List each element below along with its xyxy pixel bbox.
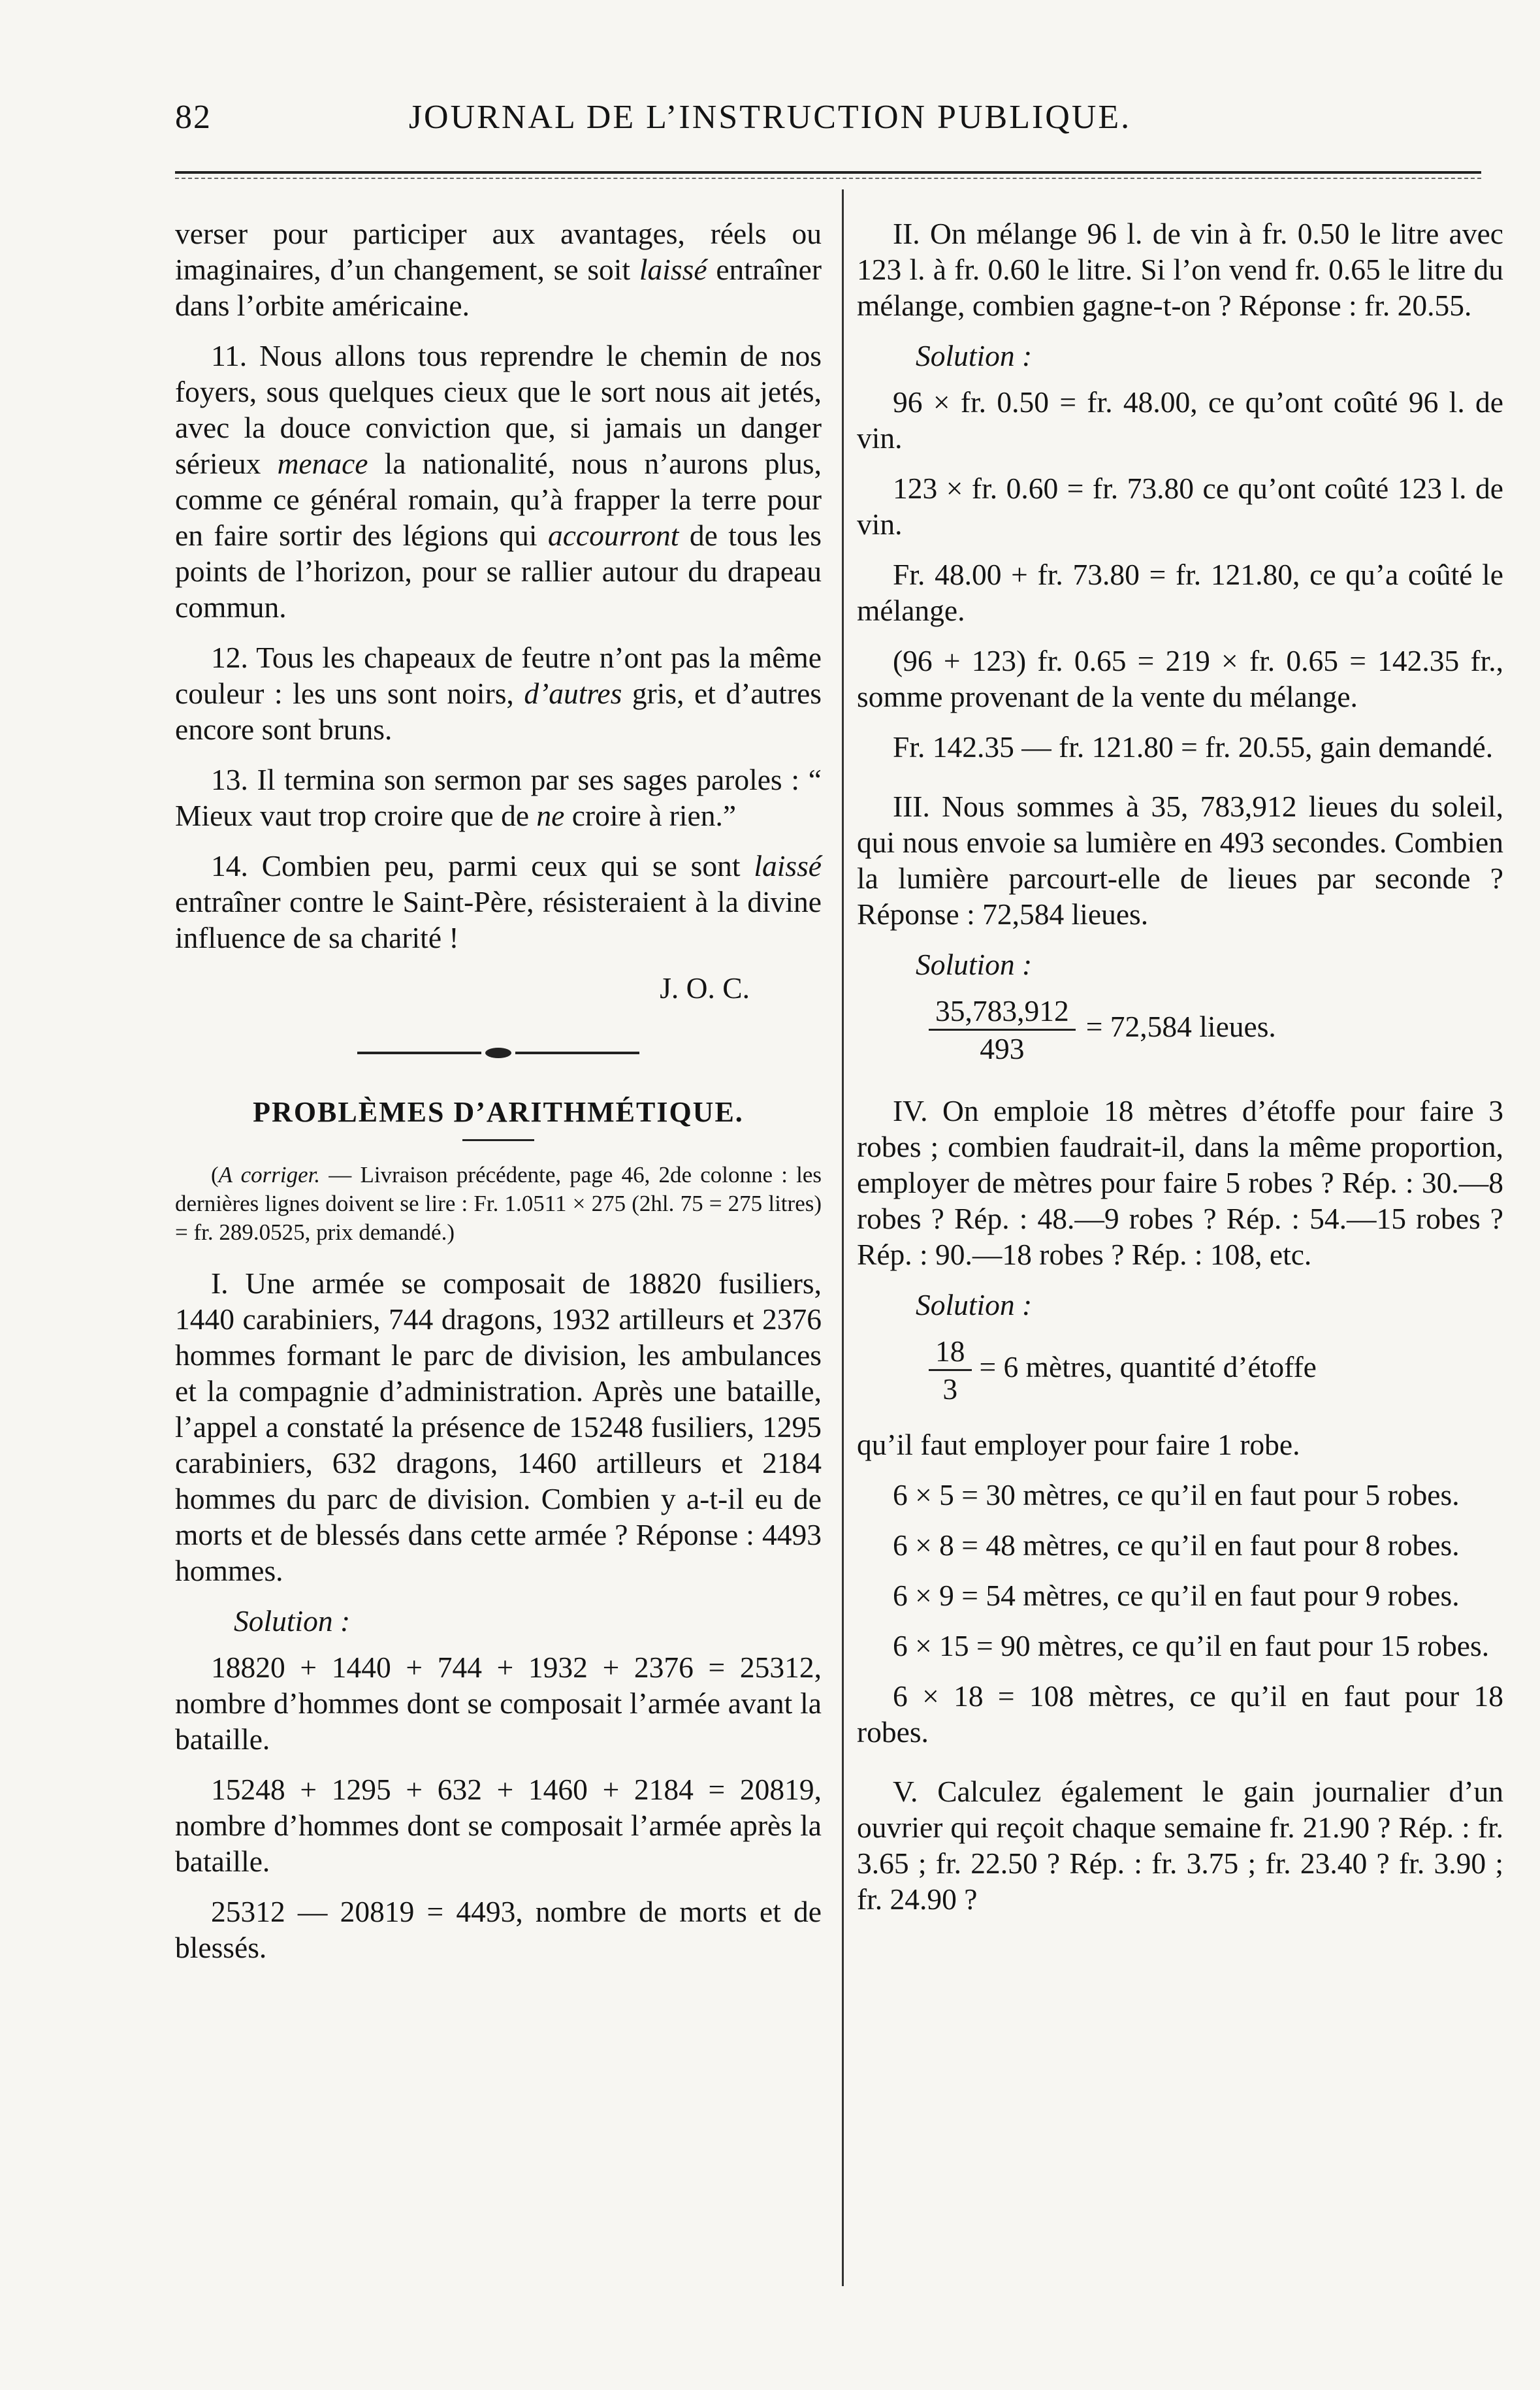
sentence-14: 14. Combien peu, parmi ceux qui se sont laissé entraîner contre le Saint-Père, résisteraient à la divine influence de sa charité ! <box>175 849 822 954</box>
section-rule <box>462 1139 534 1141</box>
fraction: $\frac{35,783,912}{493}$ <box>929 993 1076 1067</box>
problem-4: IV. On emploie 18 mètres d’étoffe pour faire 3 robes ; combien faudrait-il, dans la même proportion, employer de mètres pour faire 5 robes ? Rép. : 30.—8 robes ? Rép. : 48.—9 robes ? Rép. : 54.—15 robes ? Rép. : 90.—18 robes ? Rép. : 108, etc. <box>857 1094 1503 1271</box>
solution-label: Solution : <box>234 1604 351 1638</box>
right-column <box>857 216 1503 1931</box>
correction-note: (A corriger. — Livraison précédente, page 46, 2de colonne : les dernières lignes doivent se lire : Fr. 1.0511 × 275 (2hl. 75 = 275 litres) = fr. 289.0525, prix demandé.) <box>175 1162 822 1245</box>
header-rule <box>175 171 1481 174</box>
solution-2-step-2: 123 × fr. 0.60 = fr. 73.80 ce qu’ont coûté 123 l. de vin. <box>857 472 1503 541</box>
signature: J. O. C. <box>660 971 750 1005</box>
solution-label: Solution : <box>916 339 1033 372</box>
sentence-12: 12. Tous les chapeaux de feutre n’ont pas la même couleur : les uns sont noirs, d’autres gris, et d’autres encore sont bruns. <box>175 641 822 746</box>
running-header <box>0 98 1540 150</box>
solution-4-equation: $\frac{18}{3}$ = 6 mètres, quantité d’étoffe <box>857 1333 1503 1407</box>
solution-4-step-2: 6 × 8 = 48 mètres, ce qu’il en faut pour 8 robes. <box>893 1528 1460 1562</box>
solution-1-step-2: 15248 + 1295 + 632 + 1460 + 2184 = 20819, nombre d’hommes dont se composait l’armée après la bataille. <box>175 1773 822 1878</box>
solution-label: Solution : <box>916 1288 1033 1321</box>
left-column <box>175 216 822 1980</box>
ornament-divider <box>175 1032 822 1068</box>
problem-2: II. On mélange 96 l. de vin à fr. 0.50 le litre avec 123 l. à fr. 0.60 le litre. Si l’on vend fr. 0.65 le litre du mélange, combien gagne-t-on ? Réponse : fr. 20.55. <box>857 217 1503 322</box>
solution-4-step-1: 6 × 5 = 30 mètres, ce qu’il en faut pour 5 robes. <box>893 1478 1460 1511</box>
sentence-11: 11. Nous allons tous reprendre le chemin de nos foyers, sous quelques cieux que le sort nous ait jetés, avec la douce conviction que, si jamais un danger sérieux menace la nationalité, nous n’aurons plus, comme ce général romain, qu’à frapper la terre pour en faire sortir des légions qui accourront de tous les points de l’horizon, pour se rallier autour du drapeau commun. <box>175 339 822 624</box>
solution-2-step-1: 96 × fr. 0.50 = fr. 48.00, ce qu’ont coûté 96 l. de vin. <box>857 385 1503 455</box>
solution-4-step-4: 6 × 15 = 90 mètres, ce qu’il en faut pour 15 robes. <box>893 1629 1490 1662</box>
solution-2-step-3: Fr. 48.00 + fr. 73.80 = fr. 121.80, ce qu’a coûté le mélange. <box>857 558 1503 627</box>
column-divider <box>842 189 844 2286</box>
solution-2-step-5: Fr. 142.35 — fr. 121.80 = fr. 20.55, gain demandé. <box>893 730 1494 764</box>
paragraph-continued: verser pour participer aux avantages, réels ou imaginaires, d’un changement, se soit laissé entraîner dans l’orbite américaine. <box>175 217 822 322</box>
solution-4-step-3: 6 × 9 = 54 mètres, ce qu’il en faut pour 9 robes. <box>893 1579 1460 1612</box>
solution-label: Solution : <box>916 948 1033 981</box>
sentence-13: 13. Il termina son sermon par ses sages paroles : “ Mieux vaut trop croire que de ne croire à rien.” <box>175 763 822 832</box>
page-number: 82 <box>175 99 212 136</box>
fraction: $\frac{18}{3}$ <box>929 1333 972 1407</box>
solution-2-step-4: (96 + 123) fr. 0.65 = 219 × fr. 0.65 = 142.35 fr., somme provenant de la vente du mélange. <box>857 644 1503 713</box>
section-title: PROBLÈMES D’ARITHMÉTIQUE. <box>253 1096 744 1128</box>
solution-4-step-5: 6 × 18 = 108 mètres, ce qu’il en faut pour 18 robes. <box>857 1679 1503 1749</box>
problem-5: V. Calculez également le gain journalier d’un ouvrier qui reçoit chaque semaine fr. 21.90 ? Rép. : fr. 3.65 ; fr. 22.50 ? Rép. : fr. 3.75 ; fr. 23.40 ? fr. 3.90 ; fr. 24.90 ? <box>857 1775 1503 1916</box>
solution-1-step-3: 25312 — 20819 = 4493, nombre de morts et de blessés. <box>175 1895 822 1964</box>
solution-3-equation: $\frac{35,783,912}{493}$ = 72,584 lieues. <box>857 993 1503 1067</box>
header-rule-dashed <box>175 178 1481 179</box>
journal-title: JOURNAL DE L’INSTRUCTION PUBLIQUE. <box>408 99 1132 136</box>
problem-3: III. Nous sommes à 35, 783,912 lieues du soleil, qui nous envoie sa lumière en 493 secondes. Combien la lumière parcourt-elle de lieues par seconde ? Réponse : 72,584 lieues. <box>857 790 1503 931</box>
solution-4-step-0: qu’il faut employer pour faire 1 robe. <box>857 1428 1300 1461</box>
problem-1: I. Une armée se composait de 18820 fusiliers, 1440 carabiniers, 744 dragons, 1932 artilleurs et 2376 hommes formant le parc de division, les ambulances et la compagnie d’administration. Après une bataille, l’appel a constaté la présence de 15248 fusiliers, 1295 carabiniers, 632 dragons, 1460 artilleurs et 2184 hommes du parc de division. Combien y a-t-il eu de morts et de blessés dans cette armée ? Réponse : 4493 hommes. <box>175 1267 822 1587</box>
solution-1-step-1: 18820 + 1440 + 744 + 1932 + 2376 = 25312, nombre d’hommes dont se composait l’armée avant la bataille. <box>175 1651 822 1756</box>
